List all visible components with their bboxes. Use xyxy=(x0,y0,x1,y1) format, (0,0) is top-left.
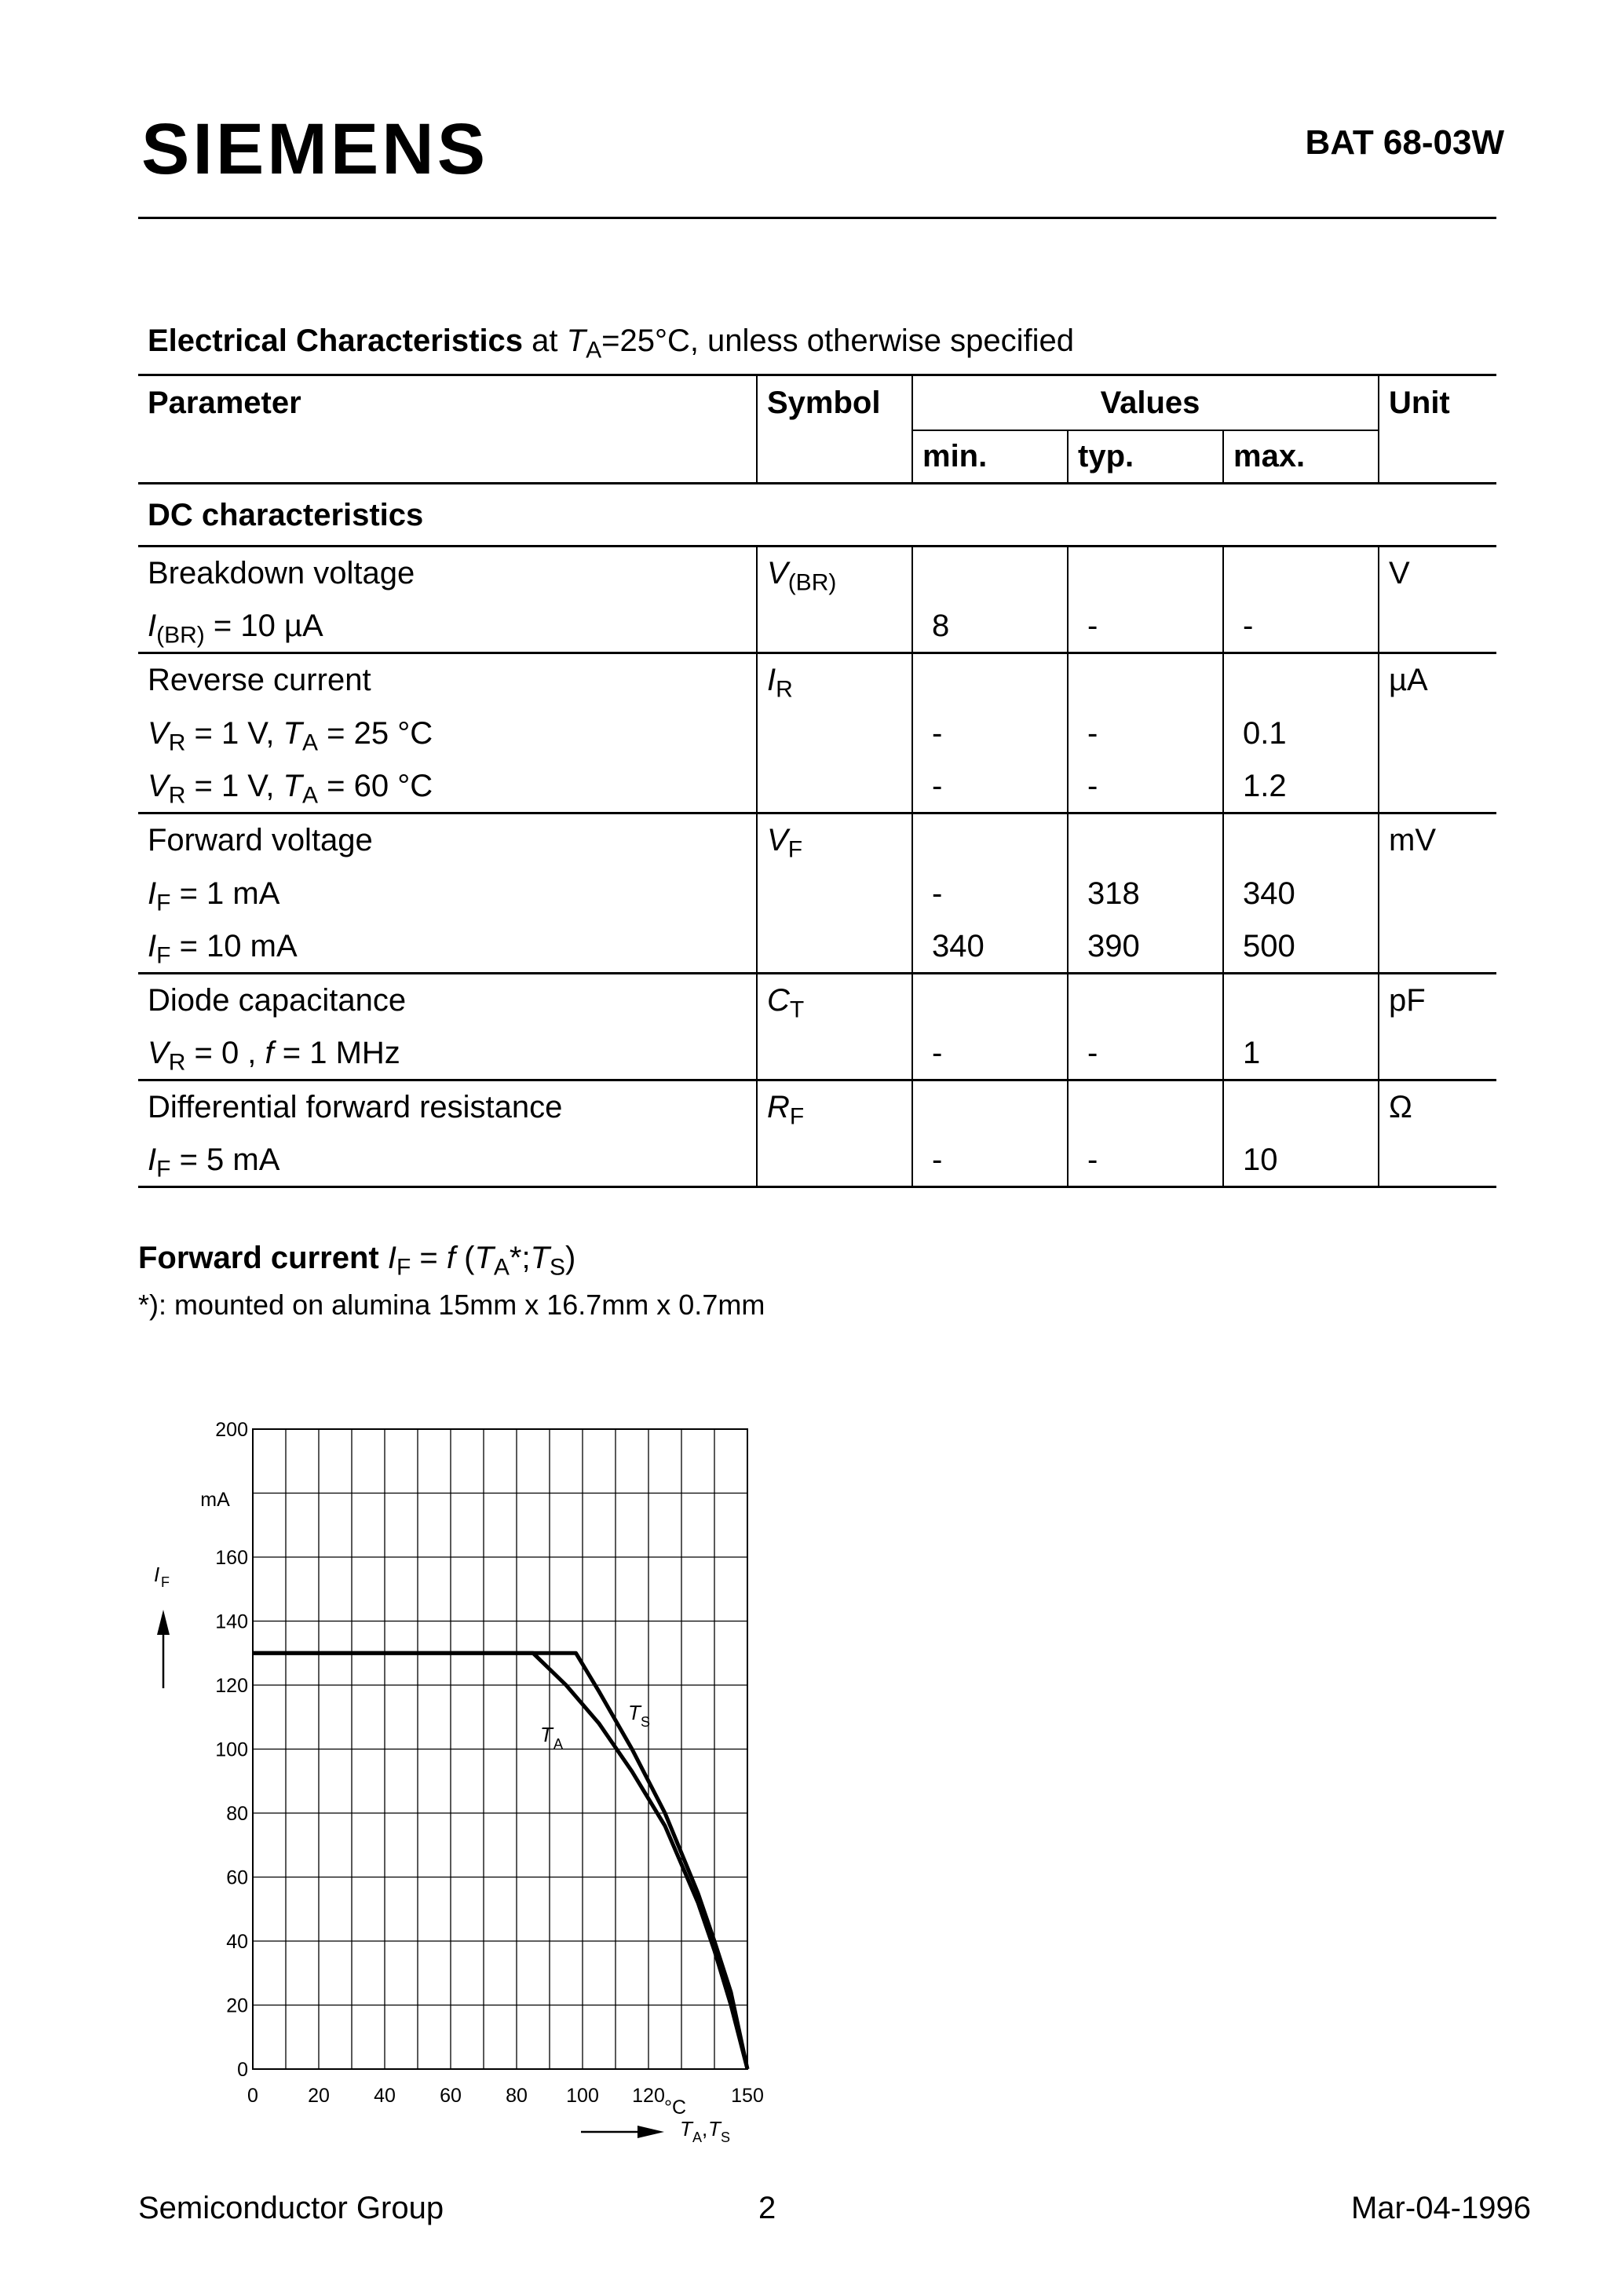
symbol-vbr: $V_{(BR)}$ xyxy=(757,547,912,600)
y-axis-title xyxy=(154,1563,170,1590)
value-max: 340 xyxy=(1223,867,1379,920)
value-min: - xyxy=(912,1027,1068,1080)
svg-text:T: T xyxy=(708,2117,721,2141)
y-tick-label: 60 xyxy=(226,1866,248,1889)
x-tick-label: 40 xyxy=(374,2085,396,2107)
value-min: - xyxy=(912,707,1068,760)
y-tick-label: 200 xyxy=(215,1419,248,1441)
svg-text:T: T xyxy=(540,1723,553,1746)
chart-grid xyxy=(253,1429,747,2069)
value-typ: 390 xyxy=(1068,920,1223,974)
y-tick-label: 80 xyxy=(226,1803,248,1825)
x-tick-label: 80 xyxy=(506,2085,528,2107)
value-max: 0.1 xyxy=(1223,707,1379,760)
col-values: Values xyxy=(912,375,1379,430)
x-axis-arrow xyxy=(581,2126,664,2138)
value-min: - xyxy=(912,867,1068,920)
footer-left: Semiconductor Group xyxy=(138,2191,444,2225)
x-tick-label: 20 xyxy=(308,2085,330,2107)
siemens-logo: SIEMENS xyxy=(141,109,489,189)
cond-reverse-60: $V_R = 1$ V, $T_A = 60$ °C xyxy=(138,760,757,813)
value-max: 10 xyxy=(1223,1134,1379,1187)
param-diode-capacitance: Diode capacitance xyxy=(148,983,407,1018)
cond-forward-1ma: $I_F = 1$ mA xyxy=(148,876,280,916)
y-tick-label: 40 xyxy=(226,1931,248,1953)
unit-mv: mV xyxy=(1379,813,1496,867)
y-axis-arrow xyxy=(157,1610,170,1688)
col-unit: Unit xyxy=(1379,375,1496,430)
cond-reverse-25: $V_R = 1$ V, $T_A = 25$ °C xyxy=(148,715,433,755)
svg-text:S: S xyxy=(721,2130,731,2145)
series-line-ts xyxy=(253,1653,747,2069)
param-breakdown-voltage: Breakdown voltage xyxy=(148,556,415,591)
value-max: 1 xyxy=(1223,1027,1379,1080)
col-min: min. xyxy=(912,430,1068,484)
unit-ohm: Ω xyxy=(1379,1080,1496,1134)
value-typ: - xyxy=(1068,600,1223,653)
y-tick-label: 0 xyxy=(237,2059,248,2081)
svg-text:T: T xyxy=(628,1701,641,1724)
svg-text:F: F xyxy=(161,1574,170,1590)
param-differential-resistance: Differential forward resistance xyxy=(148,1090,563,1125)
symbol-ct: $C_T$ xyxy=(757,974,912,1027)
x-tick-label: 120 xyxy=(632,2085,665,2107)
series-label-ts xyxy=(628,1701,650,1730)
cond-resistance: $I_F = 5$ mA xyxy=(138,1134,757,1187)
value-min: 8 xyxy=(912,600,1068,653)
value-typ: 318 xyxy=(1068,867,1223,920)
value-max: 500 xyxy=(1223,920,1379,974)
param-reverse-current: Reverse current xyxy=(148,663,371,698)
col-symbol: Symbol xyxy=(757,375,912,430)
dc-characteristics-heading: DC characteristics xyxy=(138,484,1496,547)
value-typ: - xyxy=(1068,1027,1223,1080)
forward-current-title: Forward current $I_F = f$ $(T_A*;T_S)$ xyxy=(138,1241,576,1281)
col-typ: typ. xyxy=(1068,430,1223,484)
y-tick-label: 120 xyxy=(215,1675,248,1697)
electrical-characteristics-title: Electrical Characteristics at $T_A=25^\circ C$, unless otherwise specified xyxy=(148,324,1074,364)
unit-ua: µA xyxy=(1379,653,1496,707)
y-tick-label: 20 xyxy=(226,1994,248,2017)
y-tick-label: 160 xyxy=(215,1547,248,1569)
x-axis-title xyxy=(680,2117,730,2145)
svg-text:A: A xyxy=(692,2130,703,2145)
svg-text:T: T xyxy=(680,2117,692,2141)
value-max: 1.2 xyxy=(1223,760,1379,813)
value-min: - xyxy=(912,1134,1068,1187)
footer-page-number: 2 xyxy=(758,2191,776,2225)
unit-pf: pF xyxy=(1379,974,1496,1027)
series-label-ta xyxy=(540,1723,563,1752)
symbol-rf: $R_F$ xyxy=(757,1080,912,1134)
svg-text:I: I xyxy=(154,1563,160,1586)
value-max: - xyxy=(1223,600,1379,653)
x-unit-label: °C xyxy=(663,2097,687,2119)
value-typ: - xyxy=(1068,707,1223,760)
y-tick-labels xyxy=(215,1419,248,2081)
cond-capacitance: $V_R = 0$ , f = 1 MHz xyxy=(138,1027,757,1080)
y-tick-label: 100 xyxy=(215,1738,248,1761)
value-min: 340 xyxy=(912,920,1068,974)
x-tick-label: 0 xyxy=(247,2085,258,2107)
svg-text:,: , xyxy=(702,2117,708,2141)
unit-v: V xyxy=(1379,547,1496,600)
y-unit-label: mA xyxy=(200,1489,230,1511)
svg-text:S: S xyxy=(641,1714,651,1730)
series-line-ta xyxy=(253,1653,747,2069)
y-tick-label: 140 xyxy=(215,1610,248,1633)
symbol-ir: $I_R$ xyxy=(757,653,912,707)
footer-date: Mar-04-1996 xyxy=(1350,2191,1531,2225)
symbol-vf: $V_F$ xyxy=(757,813,912,867)
param-forward-voltage: Forward voltage xyxy=(148,823,373,858)
forward-current-note: *): mounted on alumina 15mm x 16.7mm x 0.7mm xyxy=(138,1289,765,1321)
x-tick-labels xyxy=(247,2085,764,2107)
svg-text:A: A xyxy=(553,1736,564,1752)
cond-forward-10ma: $I_F = 10$ mA xyxy=(138,920,757,974)
chart-series xyxy=(253,1653,747,2069)
x-tick-label: 150 xyxy=(731,2085,764,2107)
value-typ: - xyxy=(1068,760,1223,813)
x-tick-label: 60 xyxy=(440,2085,462,2107)
col-parameter: Parameter xyxy=(138,375,757,430)
cond-breakdown: $I_{(BR)} = 10$ µA xyxy=(138,600,757,653)
value-typ: - xyxy=(1068,1134,1223,1187)
value-min: - xyxy=(912,760,1068,813)
col-max: max. xyxy=(1223,430,1379,484)
x-tick-label: 100 xyxy=(566,2085,599,2107)
part-number: BAT 68-03W xyxy=(1305,123,1504,162)
